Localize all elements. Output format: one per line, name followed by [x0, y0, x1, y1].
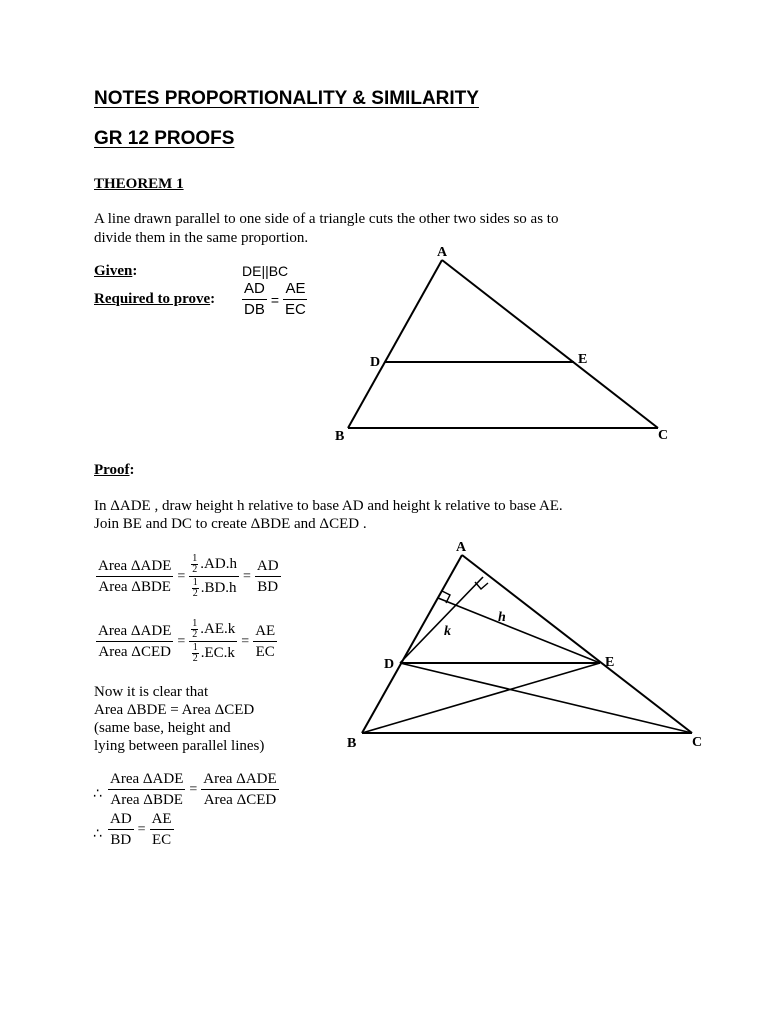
eq1-r-den: BD	[257, 579, 279, 595]
clear-text-line3: (same base, height and	[94, 720, 231, 736]
vertex-label-d-2: D	[384, 657, 395, 672]
eq2-equals-2: =	[241, 633, 250, 649]
conclusion-equation-2	[108, 810, 174, 849]
eq1-half-top-num: 1	[192, 553, 198, 564]
eq2-half-top	[191, 619, 198, 640]
eq2-half-bottom-num: 1	[192, 642, 198, 653]
concl1-r-num: Area ΔADE	[201, 770, 278, 790]
side-ac-2	[462, 555, 692, 733]
eq1-equals-1: =	[177, 568, 186, 584]
side-ab-2	[362, 555, 462, 733]
vertex-label-a: A	[437, 245, 448, 260]
page-title: NOTES PROPORTIONALITY & SIMILARITY	[94, 88, 479, 109]
page-subtitle: GR 12 PROOFS	[94, 128, 235, 149]
height-label-k: k	[444, 624, 451, 639]
concl1-right	[201, 770, 278, 809]
clear-text-line4: lying between parallel lines)	[94, 738, 265, 754]
vertex-label-c-2: C	[692, 735, 703, 750]
rtp-left-num: AD	[242, 280, 267, 300]
given-label: Given:	[94, 263, 138, 279]
eq1-mid-num-wrap	[189, 554, 239, 577]
eq1-mid-den: .BD.h	[200, 579, 237, 596]
eq2-mid-den-wrap	[190, 642, 237, 664]
vertex-label-b-2: B	[347, 736, 357, 751]
eq2-mid-den: .EC.k	[200, 644, 235, 661]
eq1-fraction-right	[255, 557, 281, 596]
theorem-statement-line1: A line drawn parallel to one side of a triangle cuts the other two sides so as to	[94, 211, 559, 227]
proof-label: Proof:	[94, 462, 135, 478]
vertex-label-b: B	[335, 429, 345, 444]
vertex-label-c: C	[658, 428, 669, 443]
eq2-fraction-mid	[189, 619, 237, 664]
proof-line2: Join BE and DC to create ΔBDE and ΔCED .	[94, 516, 367, 532]
rtp-right-den: EC	[285, 301, 306, 318]
eq1-half-bottom-den: 2	[192, 588, 198, 599]
eq2-equals-1: =	[177, 633, 186, 649]
eq2-r-num: AE	[253, 622, 277, 642]
eq1-mid-den-wrap	[190, 577, 239, 599]
concl1-r-den: Area ΔCED	[203, 792, 277, 808]
clear-text-line2: Area ΔBDE = Area ΔCED	[94, 702, 255, 718]
eq2-mid-num: .AE.k	[200, 620, 236, 637]
side-ab	[348, 260, 442, 428]
vertex-label-e: E	[578, 352, 588, 367]
therefore-symbol-1: ∴	[93, 786, 102, 802]
triangle-diagram-1	[330, 240, 680, 450]
concl2-r-den: EC	[151, 832, 172, 848]
concl2-left	[108, 810, 134, 849]
eq2-den: Area ΔCED	[98, 644, 171, 660]
eq1-den: Area ΔBDE	[98, 579, 171, 595]
side-ac	[442, 260, 658, 428]
eq2-mid-num-wrap	[189, 619, 237, 642]
triangle-diagram-2	[340, 535, 720, 755]
eq2-half-bottom	[192, 643, 199, 664]
rtp-left-den: DB	[244, 301, 265, 318]
height-h	[438, 598, 600, 663]
given-label-text: Given	[94, 263, 133, 279]
given-value: DE||BC	[242, 263, 289, 279]
concl2-l-num: AD	[108, 810, 134, 830]
rtp-right-fraction	[283, 280, 308, 319]
eq1-equals-2: =	[242, 568, 251, 584]
eq2-fraction-left	[96, 622, 173, 661]
eq1-fraction-left	[96, 557, 173, 596]
concl2-r-num: AE	[150, 810, 174, 830]
eq2-fraction-right	[253, 622, 277, 661]
eq1-half-bottom	[192, 578, 199, 599]
eq2-half-bottom-den: 2	[192, 653, 198, 664]
theorem-heading: THEOREM 1	[94, 176, 184, 192]
eq1-r-num: AD	[255, 557, 281, 577]
eq1-half-top-den: 2	[192, 564, 198, 575]
height-label-h: h	[498, 610, 506, 625]
eq2-half-top-num: 1	[192, 618, 198, 629]
eq2-half-top-den: 2	[192, 629, 198, 640]
therefore-symbol-2: ∴	[93, 826, 102, 842]
vertex-label-a-2: A	[456, 540, 467, 555]
clear-text-line1: Now it is clear that	[94, 684, 209, 700]
area-ratio-equation-1	[96, 554, 281, 599]
concl2-l-den: BD	[110, 832, 132, 848]
concl1-l-num: Area ΔADE	[108, 770, 185, 790]
eq1-num: Area ΔADE	[96, 557, 173, 577]
area-ratio-equation-2	[96, 619, 277, 664]
theorem-statement-line2: divide them in the same proportion.	[94, 230, 309, 246]
eq1-half-top	[191, 554, 198, 575]
eq2-num: Area ΔADE	[96, 622, 173, 642]
rtp-right-num: AE	[283, 280, 307, 300]
concl1-left	[108, 770, 185, 809]
vertex-label-d: D	[370, 355, 381, 370]
rtp-label: Required to prove:	[94, 291, 216, 307]
rtp-label-text: Required to prove	[94, 291, 211, 307]
proof-line1: In ΔADE , draw height h relative to base AD and height k relative to base AE.	[94, 498, 563, 514]
eq1-half-bottom-num: 1	[192, 577, 198, 588]
line-be	[362, 663, 600, 733]
concl1-l-den: Area ΔBDE	[110, 792, 183, 808]
concl2-right	[150, 810, 174, 849]
conclusion-equation-1	[108, 770, 279, 809]
vertex-label-e-2: E	[605, 655, 615, 670]
eq1-mid-num: .AD.h	[200, 555, 237, 572]
rtp-left-fraction	[242, 280, 267, 319]
concl2-equals: =	[137, 821, 146, 837]
rtp-equation	[242, 280, 308, 319]
proof-label-text: Proof	[94, 462, 130, 478]
eq2-r-den: EC	[255, 644, 275, 660]
concl1-equals: =	[189, 781, 198, 797]
eq1-fraction-mid	[189, 554, 239, 599]
rtp-equals: =	[270, 291, 280, 308]
